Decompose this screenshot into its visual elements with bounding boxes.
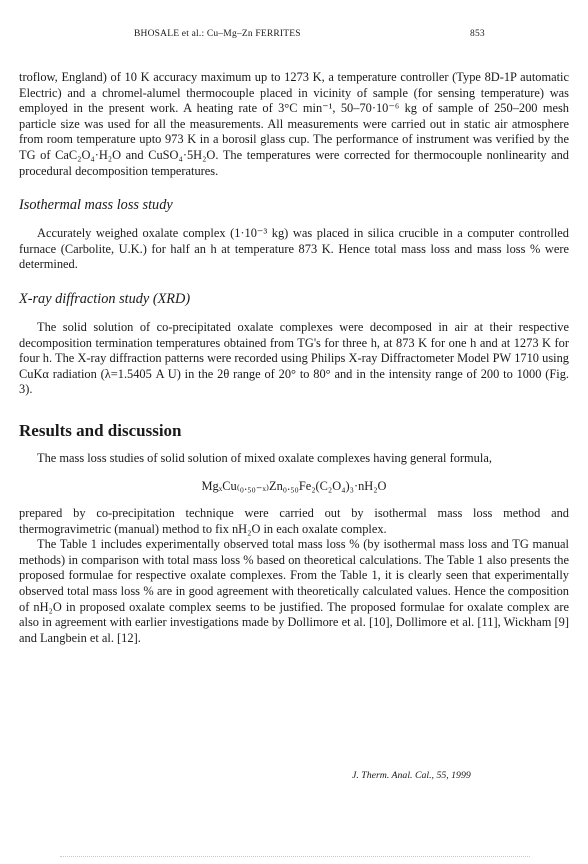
- journal-footer: J. Therm. Anal. Cal., 55, 1999: [352, 770, 471, 781]
- subheading-isothermal: Isothermal mass loss study: [19, 197, 173, 214]
- page-number: 853: [470, 29, 485, 39]
- paragraph-xrd: The solid solution of co-precipitated oxalate complexes were decomposed in air at their respective decomposition termination temperatures obtained from TG's for three h, at 873 K for one h and at 1273 K for four h. The X-ray diffraction patterns were recorded using Philips X-ray Diffractometer Model PW 1710 using CuKα radiation (λ=1.5405 A U) in the 2θ range of 20° to 80° and in the intensity range of 200 to 1000 (Fig. 3).: [19, 319, 569, 397]
- article-body: [19, 70, 569, 646]
- running-head: BHOSALE et al.: Cu–Mg–Zn FERRITES: [134, 29, 301, 39]
- scan-artifact-line: [60, 856, 530, 859]
- paragraph-table-discussion: The Table 1 includes experimentally observed total mass loss % (by isothermal mass loss and TG manual methods) in comparison with total mass loss % based on theoretical calculations. The Table 1 also presents the proposed formulae for respective oxalate complexes. From the Table 1, it is clearly seen that experimentally observed total mass loss % are in good agreement with theoretically calculated values. Hence the composition of nH₂O in proposed oxalate complex seems to be justified. The proposed formulae for oxalate complex are also in agreement with earlier investigations made by Dollimore et al. [10], Dollimore et al. [11], Wickham [9] and Langbein et al. [12].: [19, 537, 569, 645]
- paragraph-continuation: troflow, England) of 10 K accuracy maximum up to 1273 K, a temperature controller (Type 8D-1P automatic Electric) and a chromel-alumel thermocouple placed in vicinity of sample (for sensing temperature) was employed in the present work. A heating rate of 3°C min⁻¹, 50–70·10⁻⁶ kg of sample of 250–200 mesh particle size was used for all the measurements. All measurements were carried out in static air atmosphere from room temperature upto 973 K in a borosil glass cup. The performance of instrument was verified by the TG of CaC₂O₄·H₂O and CuSO₄·5H₂O. The temperatures were corrected for thermocouple nonlinearity and procedural decomposition temperatures.: [19, 70, 569, 178]
- paragraph-results-intro: The mass loss studies of solid solution of mixed oxalate complexes having general formula,: [37, 450, 492, 465]
- page-header: [0, 29, 588, 43]
- general-formula: MgₓCu₍₀.₅₀₋ₓ₎Zn₀.₅₀Fe₂(C₂O₄)₃·nH₂O: [201, 478, 387, 493]
- section-heading-results: Results and discussion: [19, 420, 182, 440]
- subheading-xrd: X-ray diffraction study (XRD): [19, 290, 191, 307]
- paragraph-isothermal: Accurately weighed oxalate complex (1·10⁻³ kg) was placed in silica crucible in a computer controlled furnace (Carbolite, U.K.) for half an h at temperature 873 K. Hence total mass loss and mass loss % were determined.: [19, 226, 569, 272]
- paragraph-method: prepared by co-precipitation technique were carried out by isothermal mass loss method and thermogravimetric (manual) method to fix nH₂O in each oxalate complex.: [19, 506, 569, 536]
